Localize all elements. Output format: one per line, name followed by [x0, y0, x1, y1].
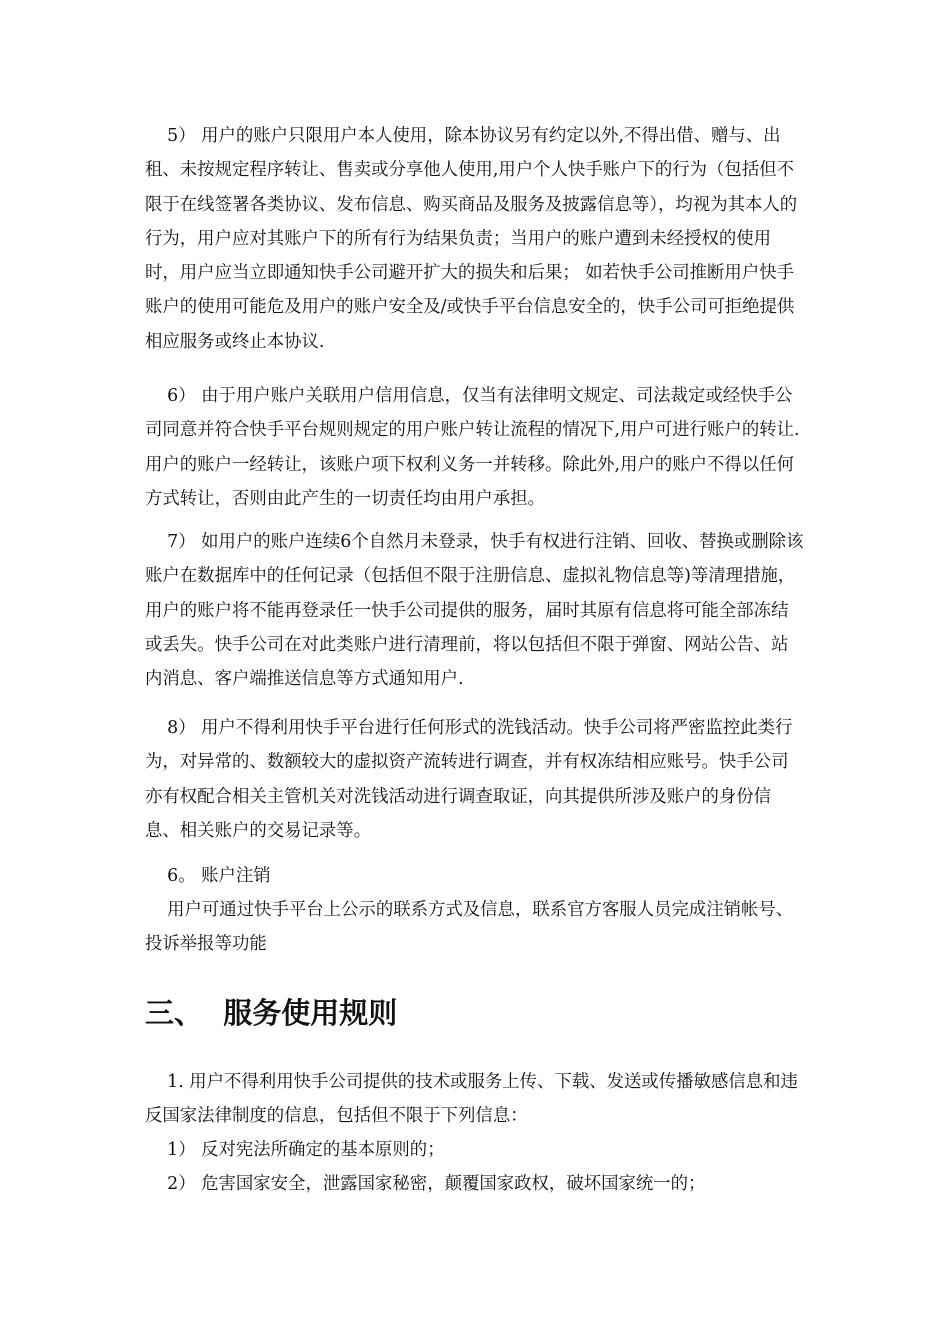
section-6-body: 用户可通过快手平台上公示的联系方式及信息，联系官方客服人员完成注销帐号、投诉举报等功能	[145, 900, 794, 955]
paragraph-item-7: 7） 如用户的账户连续6个自然月未登录，快手有权进行注销、回收、替换或删除该账户在数据库中的任何记录（包括但不限于注册信息、虚拟礼物信息等)等清理措施，用户的账户将不能再登录任一快手公司提供的服务，届时其原有信息将可能全部冻结或丢失。快手公司在对此类账户进行清理前，将以包括但不限于弹窗、网站公告、站内消息、客户端推送信息等方式通知用户.	[145, 532, 804, 690]
section-3-heading: 三、 服务使用规则	[145, 996, 398, 1030]
paragraph-item-5: 5） 用户的账户只限用户本人使用，除本协议另有约定以外,不得出借、赠与、出租、未按规定程序转让、售卖或分享他人使用,用户个人快手账户下的行为（包括但不限于在线签署各类协议、发布信息、购买商品及服务及披露信息等），均视为其本人的行为，用户应对其账户下的所有行为结果负责；当用户的账户遭到未经授权的使用时，用户应当立即通知快手公司避开扩大的损失和后果； 如若快手公司推断用户快手账户的使用可能危及用户的账户安全及/或快手平台信息安全的，快手公司可拒绝提供相应服务或终止本协议.	[145, 126, 798, 352]
rule-item-1: 1. 用户不得利用快手公司提供的技术或服务上传、下载、发送或传播敏感信息和违反国家法律制度的信息，包括但不限于下列信息：	[145, 1072, 798, 1127]
rule-subitem-2: 2） 危害国家安全，泄露国家秘密，颠覆国家政权，破坏国家统一的；	[145, 1174, 706, 1194]
paragraph-item-6: 6） 由于用户账户关联用户信用信息，仅当有法律明文规定、司法裁定或经快手公司同意并符合快手平台规则规定的用户账户转让流程的情况下,用户可进行账户的转让.用户的账户一经转让，该账户项下权利义务一并转移。除此外,用户的账户不得以任何方式转让，否则由此产生的一切责任均由用户承担。	[145, 386, 800, 509]
rule-subitem-1: 1） 反对宪法所确定的基本原则的；	[145, 1140, 445, 1160]
section-6-title: 6。 账户注销	[145, 866, 271, 886]
paragraph-item-8: 8） 用户不得利用快手平台进行任何形式的洗钱活动。快手公司将严密监控此类行为，对异常的、数额较大的虚拟资产流转进行调查，并有权冻结相应账号。快手公司亦有权配合相关主管机关对洗钱活动进行调查取证，向其提供所涉及账户的身份信息、相关账户的交易记录等。	[145, 718, 793, 841]
